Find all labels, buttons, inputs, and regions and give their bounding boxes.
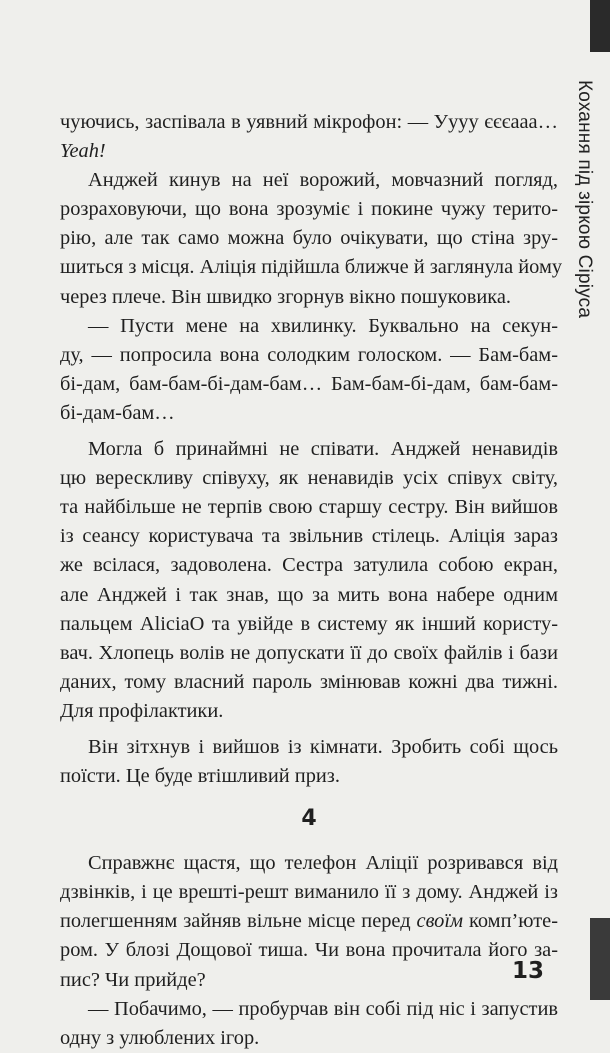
text-line: Могла б принаймні не співати. Анджей ненавидів [88, 438, 558, 461]
text-line-mixed [60, 907, 558, 936]
text-line: Анджей кинув на неї ворожий, мовчазний погляд, [88, 169, 558, 192]
paragraph [60, 312, 558, 428]
text-line: ром. У блозі Дощової тиша. Чи вона прочитала його за- [60, 939, 558, 962]
text-line: чуючись, заспівала в уявний мікрофон: — Уууу єєєааа… [60, 111, 558, 133]
chapter-number: 4 [301, 806, 317, 832]
italic-word: Yeah! [60, 140, 106, 163]
text-segment: полегшенням зайняв вільне місце перед [60, 910, 417, 933]
text-line: ду, — попросила вона солодким голоском. — Бам-бам- [60, 343, 558, 366]
text-line: шиться з місця. Аліція підійшла ближче й заглянула йому [60, 256, 563, 279]
paragraph [60, 435, 558, 726]
text-line: бі-дам-бам… [60, 401, 175, 424]
text-line: Для профілактики. [60, 699, 224, 722]
text-line: але Анджей і так знав, що за мить вона набере одним [60, 583, 558, 606]
text-line: Він зітхнув і вийшов із кімнати. Зробить собі щось [88, 735, 558, 758]
paragraph [60, 995, 558, 1053]
page-edge-mark-bottom [590, 918, 610, 1000]
paragraph [60, 849, 558, 994]
text-line: через плече. Він швидко згорнув вікно пошуковика. [60, 285, 512, 308]
text-line: даних, тому власний пароль змінював кожні два тижні. [60, 670, 558, 693]
text-line: поїсти. Це буде втішливий приз. [60, 765, 340, 788]
text-line: Справжнє щастя, що телефон Аліції розривався від [88, 852, 558, 875]
text-line: — Пусти мене на хвилинку. Буквально на секун- [88, 314, 558, 337]
text-line: бі-дам, бам-бам-бі-дам-бам… Бам-бам-бі-дам, бам-бам- [60, 372, 558, 395]
running-head: Кохання під зіркою Сіріуса [574, 80, 595, 319]
text-line: рію, але так само можна було очікувати, що стіна зру- [60, 227, 558, 250]
text-line: розраховуючи, що вона зрозуміє і покине чужу терито- [60, 198, 558, 221]
text-line: же всілася, задоволена. Сестра затулила собою екран, [60, 554, 558, 577]
text-line: пис? Чи прийде? [60, 968, 206, 991]
text-line: одну з улюблених ігор. [60, 1026, 260, 1049]
page-number: 13 [512, 958, 545, 984]
text-line: із сеансу користувача та звільнив стілець. Аліція зараз [60, 525, 558, 548]
text-segment: комп’юте- [463, 910, 558, 933]
text-line: цю верескливу співуху, як ненавидів усіх співух світу, [60, 467, 558, 490]
paragraph [60, 166, 563, 311]
text-line: дзвінків, і це врешті-решт виманило її з дому. Анджей із [60, 881, 558, 904]
text-line: та найбільше не терпів свою старшу сестру. Він вийшов [60, 496, 558, 519]
page-edge-mark-top [590, 0, 610, 52]
text-line: — Побачимо, — пробурчав він собі під ніс і запустив [88, 997, 558, 1020]
text-line-italic [60, 137, 558, 166]
text-line: вач. Хлопець волів не допускати її до своїх файлів і бази [60, 641, 558, 664]
italic-word: своїм [416, 910, 464, 933]
paragraph [60, 733, 558, 791]
text-line: пальцем AliciaO та увійде в систему як інший користу- [60, 612, 558, 635]
body-text [60, 108, 563, 1053]
